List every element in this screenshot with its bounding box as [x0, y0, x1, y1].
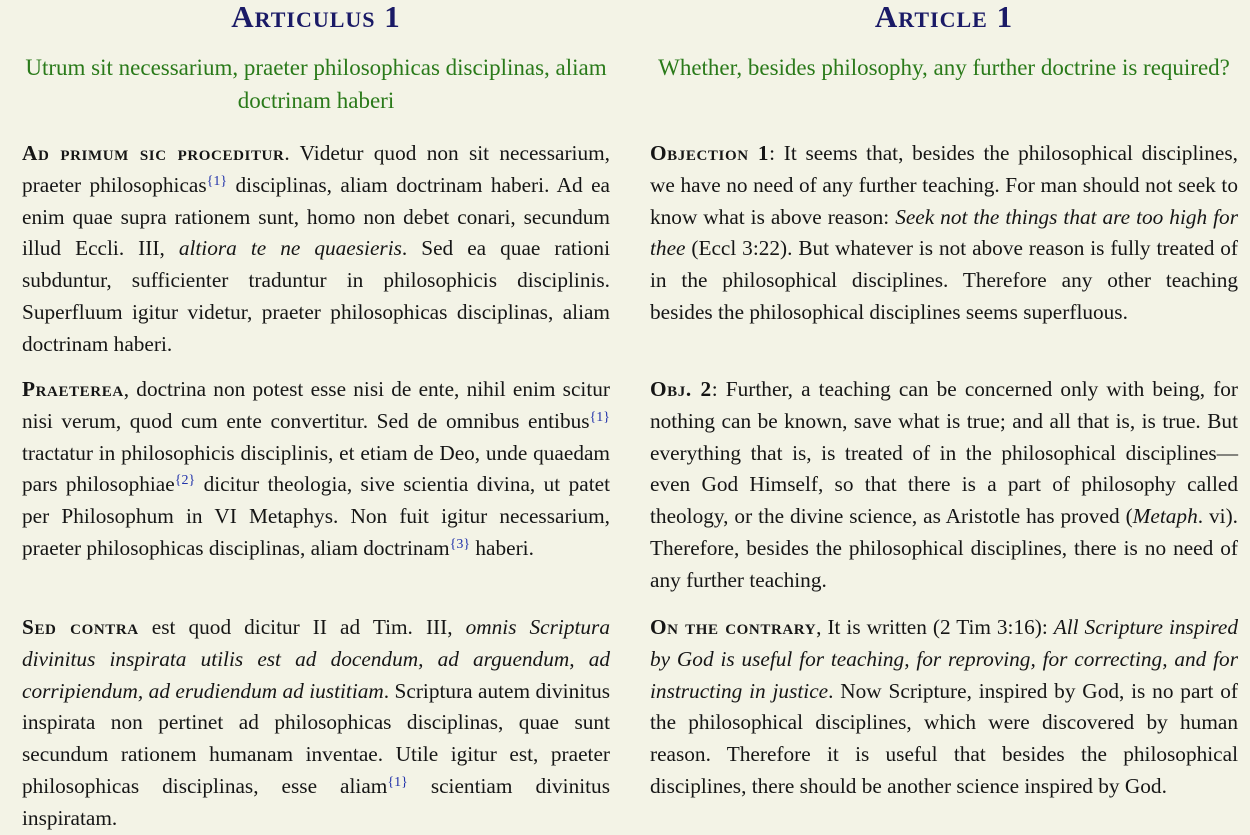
latin-article-question: Utrum sit necessarium, praeter philosophicas disciplinas, aliam doctrinam haberi	[25, 55, 607, 113]
latin-quote: altiora te ne quaesieris	[178, 236, 402, 261]
latin-lead-1: Ad primum sic proceditur	[22, 141, 285, 165]
latin-quote: omnis Scriptura divinitus inspirata utilis est ad docendum, ad arguendum, ad corripiendum, ad erudiendum ad iustitiam	[22, 615, 610, 703]
english-text: . vi). Therefore, besides the philosophical disciplines, there is no need of any further teaching.	[650, 504, 1238, 592]
latin-paragraph-sed-contra	[22, 612, 610, 835]
latin-paragraph-objection-1	[22, 138, 610, 361]
latin-text: est quod dicitur II ad Tim. III,	[138, 615, 466, 639]
latin-text: , doctrina non potest esse nisi de ente, nihil enim scitur nisi verum, quod cum ente convertitur. Sed de omnibus entibus	[22, 377, 610, 433]
latin-text: disciplinas, aliam doctrinam haberi. Ad ea enim quae supra rationem sunt, homo non debet conari, secundum illud Eccli. III,	[22, 172, 610, 261]
footnote-link[interactable]: {1}	[206, 173, 228, 189]
english-paragraph-on-the-contrary	[650, 612, 1238, 803]
latin-text: haberi.	[470, 535, 534, 560]
english-quote: Metaph	[1132, 504, 1198, 529]
english-text: (Eccl 3:22). But whatever is not above reason is fully treated of in the philosophical disciplines. Therefore any other teaching besides the philosophical disciplines seems superfluous.	[650, 236, 1238, 324]
english-quote: All Scripture inspired by God is useful for teaching, for reproving, for correcting, and for instructing in justice	[650, 615, 1238, 703]
footnote-link[interactable]: {2}	[174, 473, 196, 489]
latin-paragraph-objection-2	[22, 374, 610, 565]
footnote-link[interactable]: {3}	[449, 536, 471, 552]
english-lead-2: Obj. 2	[650, 377, 712, 401]
english-text: : Further, a teaching can be concerned only with being, for nothing can be known, save what is true; and all that is, is true. But everything that is, is treated of in the philosophical disciplines—even God Himself, so that there is a part of philosophy called theology, or the divine science, as Aristotle has proved (	[650, 377, 1238, 529]
latin-text: . Scriptura autem divinitus inspirata non pertinet ad philosophicas disciplinas, quae sunt secundum rationem humanam inventae. Utile igitur est, praeter philosophicas disciplinas, esse aliam	[22, 678, 611, 798]
latin-text: scientiam divinitus inspiratam.	[22, 773, 610, 830]
english-lead-1: Objection 1	[650, 141, 770, 165]
latin-lead-2: Praeterea	[22, 377, 124, 401]
latin-text: dicitur theologia, sive scientia divina, ut patet per Philosophum in VI Metaphys. Non fuit igitur necessarium, praeter philosophicas disciplinas, aliam doctrinam	[22, 472, 611, 560]
english-paragraph-objection-1	[650, 138, 1238, 329]
latin-column	[22, 0, 611, 830]
english-article-question: Whether, besides philosophy, any further doctrine is required?	[658, 55, 1230, 80]
latin-article-title: Articulus 1	[231, 0, 401, 34]
english-text: : It seems that, besides the philosophical disciplines, we have no need of any further teaching. For man should not seek to know what is above reason:	[650, 141, 1238, 229]
latin-text: tractatur in philosophicis disciplinis, et etiam de Deo, unde quaedam pars philosophiae	[22, 440, 610, 497]
latin-text: . Videtur quod non sit necessarium, praeter philosophicas	[22, 141, 610, 197]
english-quote: Seek not the things that are too high for thee	[650, 204, 1238, 261]
english-column	[650, 0, 1238, 798]
latin-lead-3: Sed contra	[22, 615, 139, 639]
latin-text: . Sed ea quae rationi subduntur, sufficienter traduntur in philosophicis disciplinis. Superfluum igitur videtur, praeter philosophicas disciplinas, aliam doctrinam haberi.	[22, 236, 610, 356]
english-lead-3: On the contrary	[650, 615, 817, 639]
footnote-link[interactable]: {1}	[589, 409, 610, 425]
english-text: , It is written (2 Tim 3:16):	[816, 615, 1054, 639]
footnote-link[interactable]: {1}	[387, 774, 408, 790]
english-paragraph-objection-2	[650, 374, 1238, 597]
english-article-title: Article 1	[874, 0, 1014, 34]
english-text: . Now Scripture, inspired by God, is no part of the philosophical disciplines, which were discovered by human reason. Therefore it is useful that besides the philosophical disciplines, there should be another science inspired by God.	[650, 678, 1238, 798]
